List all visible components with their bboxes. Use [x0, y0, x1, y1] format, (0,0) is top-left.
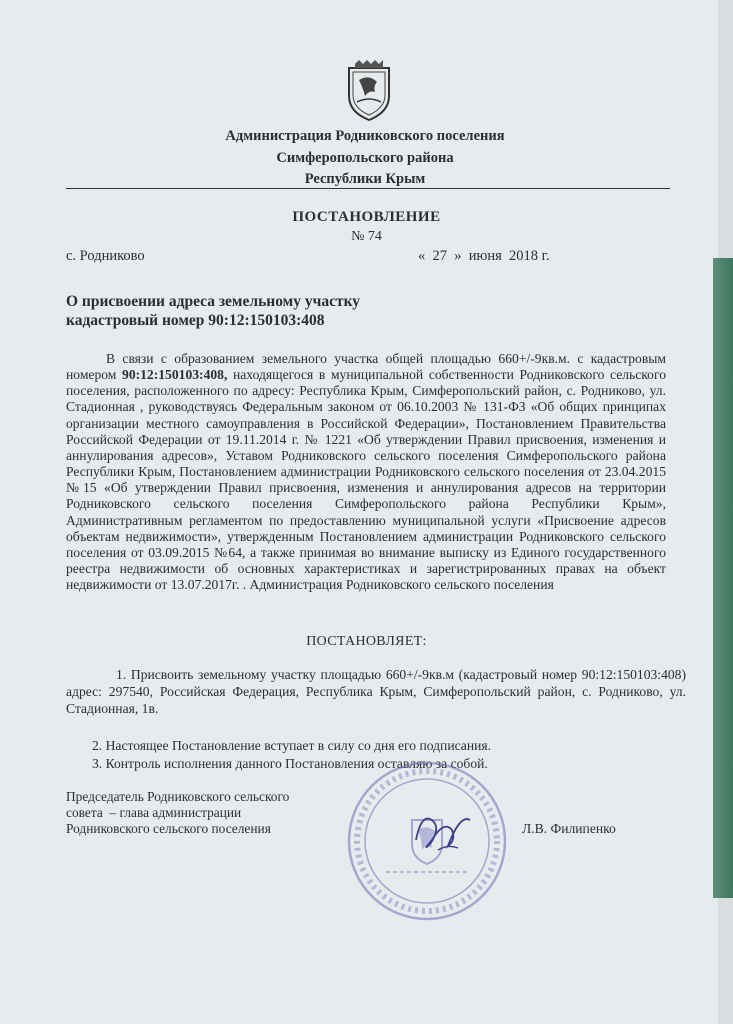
item-3: 3. Контроль исполнения данного Постановления оставляю за собой.	[92, 756, 488, 771]
header-line-2: Симферопольского района	[276, 150, 454, 166]
document-place: с. Родниково	[66, 248, 145, 264]
handwritten-signature-icon	[408, 800, 478, 860]
document-date: « 27 » июня 2018 г.	[418, 248, 550, 264]
signatory-line-3: Родниковского сельского поселения	[66, 821, 271, 836]
cadastral-number: 90:12:150103:408,	[122, 367, 228, 383]
coat-of-arms-icon	[345, 60, 393, 122]
signatory-title	[66, 789, 289, 837]
subject-line-2: кадастровый номер 90:12:150103:408	[66, 312, 325, 329]
header-divider	[66, 188, 670, 189]
document-subject	[66, 292, 360, 330]
document-type: ПОСТАНОВЛЕНИЕ	[292, 209, 441, 225]
green-folder-edge	[713, 258, 733, 898]
item-2: 2. Настоящее Постановление вступает в силу со дня его подписания.	[92, 738, 492, 753]
preamble-paragraph	[66, 351, 666, 593]
subject-line-1: О присвоении адреса земельному участку	[66, 293, 361, 310]
preamble-text-a: В связи с образованием земельного участка общей площадью 660+/-9кв.м. с кадастровым номером	[66, 351, 666, 383]
signatory-line-2: совета – глава администрации	[66, 805, 242, 820]
preamble-text-b: находящегося в муниципальной собственности Родниковского сельского поселения, расположенного по адресу: Республика Крым, Симферопольский район, с. Родниково, ул. Стадионная , руководствуясь Федеральным законом от 06.10.2003 № 131-ФЗ «Об общих принципах организации местного самоуправления в Российской Федерации», Постановлением Правительства Российской Федерации от 19.11.2014 г. № 1221 «Об утверждении Правил присвоения, изменения и аннулирования адресов», Уставом Родниковского сельского поселения Симферопольского района Республики Крым, Постановлением администрации Родниковского сельского поселения от 23.04.2015 №15 «Об утверждении Правил присвоения, изменения и аннулирования адресов на территории Родниковского сельского поселения Симферопольского района Республики Крым», Административным регламентом по предоставлению муниципальной услуги «Присвоение адресов объектам недвижимости», утвержденным Постановлением администрации Родниковского сельского поселения от 03.09.2015 №64, а также принимая во внимание выписку из Единого государственного реестра недвижимости об основных характеристиках и зарегистрированных правах на объект недвижимости от 13.07.2017г. . Администрация Родниковского сельского поселения	[66, 367, 666, 593]
header-line-3: Республики Крым	[304, 171, 426, 187]
signatory-name: Л.В. Филипенко	[522, 821, 616, 836]
resolve-heading: ПОСТАНОВЛЯЕТ:	[306, 634, 427, 649]
item-1: 1. Присвоить земельному участку площадью 660+/-9кв.м (кадастровый номер 90:12:150103:408) адрес: 297540, Российская Федерация, Республика Крым, Симферопольский район, с. Родниково, ул. Стадионная, 1в.	[66, 667, 686, 716]
document-number: № 74	[351, 229, 382, 244]
signatory-line-1: Председатель Родниковского сельского	[66, 789, 290, 804]
header-line-1: Администрация Родниковского поселения	[225, 128, 505, 144]
